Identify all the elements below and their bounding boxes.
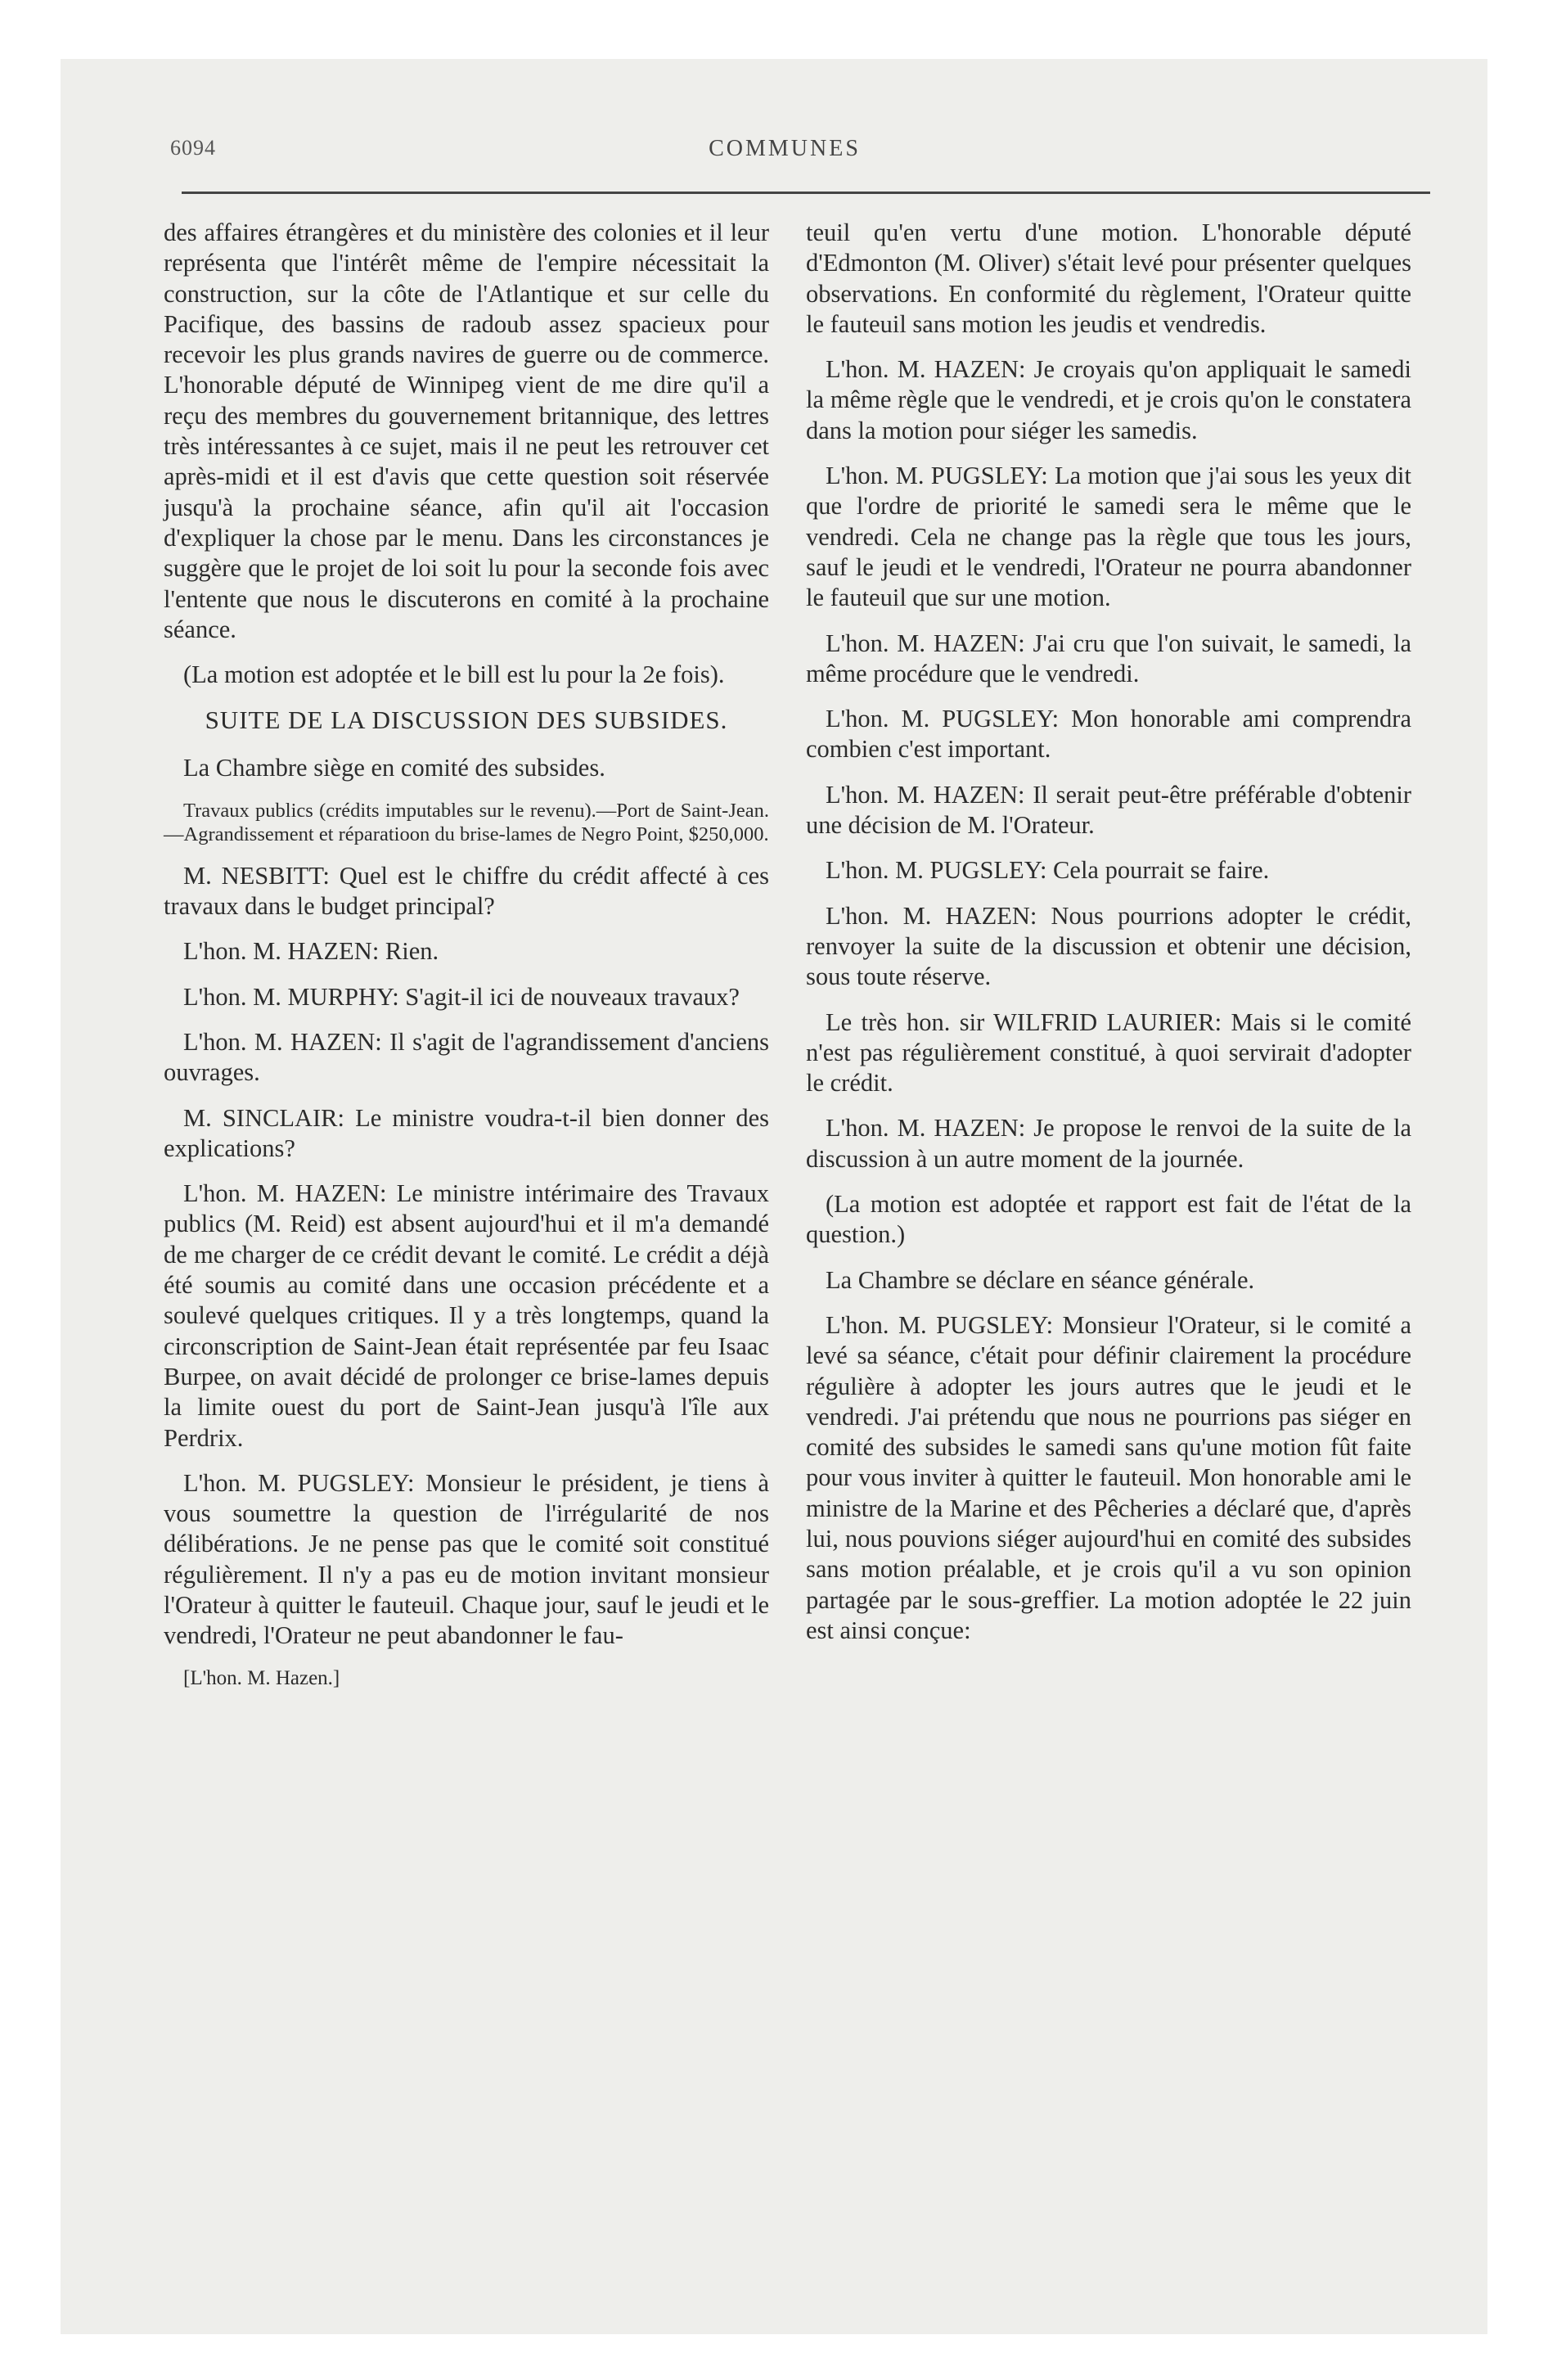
paragraph: L'hon. M. PUGSLEY: Monsieur le président, je tiens à vous soumettre la question de l'irrégularité de nos délibérations. Je ne pense pas que le comité soit constitué régulièrement. Il n'y a pas eu de motion invitant monsieur l'Orateur à quitter le fauteuil. Chaque jour, sauf le jeudi et le vendredi, l'Orateur ne peut abandonner le fau- bbox=[164, 1468, 769, 1650]
paragraph: (La motion est adoptée et le bill est lu pour la 2e fois). bbox=[183, 660, 725, 689]
paragraph: L'hon. M. HAZEN: Le ministre intérimaire des Travaux publics (M. Reid) est absent aujourd'hui et il m'a demandé de me charger de ce crédit devant le comité. Le crédit a déjà été soumis au comité dans une occasion précédente et a soulevé quelques critiques. Il y a très longtemps, quand la circonscription de Saint-Jean était représentée par feu Isaac Burpee, on avait décidé de prolonger ce brise-lames depuis la limite ouest du port de Saint-Jean jusqu'à l'île aux Perdrix. bbox=[164, 1179, 769, 1452]
paragraph: L'hon. M. HAZEN: Il s'agit de l'agrandissement d'anciens ouvrages. bbox=[164, 1027, 769, 1087]
paragraph: L'hon. M. MURPHY: S'agit-il ici de nouveaux travaux? bbox=[183, 982, 740, 1011]
paragraph: L'hon. M. HAZEN: Rien. bbox=[183, 937, 439, 966]
paragraph: La Chambre se déclare en séance générale. bbox=[826, 1265, 1255, 1294]
paragraph: L'hon. M. PUGSLEY: Monsieur l'Orateur, si le comité a levé sa séance, c'était pour définir clairement la procédure régulière à adopter les jours autres que le jeudi et le vendredi. J'ai prétendu que nous ne pourrions pas siéger en comité des subsides le samedi sans qu'une motion fût faite pour vous inviter à quitter le fauteuil. Mon honorable ami le ministre de la Marine et des Pêcheries a déclaré que, d'après lui, nous pouvions siéger aujourd'hui en comité des subsides sans motion préalable, et je crois qu'il a vu son opinion partagée par le sous-greffier. La motion adoptée le 22 juin est ainsi conçue: bbox=[806, 1310, 1411, 1644]
right-column bbox=[806, 218, 1411, 1661]
header-rule bbox=[182, 192, 1430, 194]
paragraph: teuil qu'en vertu d'une motion. L'honorable député d'Edmonton (M. Oliver) s'était levé pour présenter quelques observations. En conformité du règlement, l'Orateur quitte le fauteuil sans motion les jeudis et vendredis. bbox=[806, 219, 1411, 338]
running-title: COMMUNES bbox=[709, 136, 861, 161]
left-column bbox=[164, 218, 769, 1691]
paragraph: L'hon. M. HAZEN: Je propose le renvoi de la suite de la discussion à un autre moment de la journée. bbox=[806, 1114, 1411, 1173]
paragraph: La Chambre siège en comité des subsides. bbox=[183, 754, 605, 782]
paragraph: M. SINCLAIR: Le ministre voudra-t-il bien donner des explications? bbox=[164, 1103, 769, 1162]
paragraph: L'hon. M. PUGSLEY: Cela pourrait se faire. bbox=[826, 856, 1270, 885]
section-heading: SUITE DE LA DISCUSSION DES SUBSIDES. bbox=[205, 705, 728, 735]
paragraph: M. NESBITT: Quel est le chiffre du crédit affecté à ces travaux dans le budget principal? bbox=[164, 861, 769, 921]
speaker-footer: [L'hon. M. Hazen.] bbox=[183, 1666, 340, 1689]
paragraph: L'hon. M. HAZEN: Nous pourrions adopter le crédit, renvoyer la suite de la discussion et obtenir une décision, sous toute réserve. bbox=[806, 901, 1411, 991]
paragraph: L'hon. M. HAZEN: J'ai cru que l'on suivait, le samedi, la même procédure que le vendredi. bbox=[806, 629, 1411, 687]
paragraph: L'hon. M. HAZEN: Il serait peut-être préférable d'obtenir une décision de M. l'Orateur. bbox=[806, 780, 1411, 840]
paragraph: L'hon. M. PUGSLEY: La motion que j'ai sous les yeux dit que l'ordre de priorité le samedi sera le même que le vendredi. Cela ne change pas la règle que tous les jours, sauf le jeudi et le vendredi, l'Orateur ne pourra abandonner le fauteuil que sur une motion. bbox=[806, 462, 1411, 612]
page-header bbox=[160, 136, 1409, 169]
paragraph: Le très hon. sir WILFRID LAURIER: Mais si le comité n'est pas régulièrement constitué, à quoi servirait d'adopter le crédit. bbox=[806, 1007, 1411, 1098]
paragraph: L'hon. M. HAZEN: Je croyais qu'on appliquait le samedi la même règle que le vendredi, et je crois qu'on le constatera dans la motion pour siéger les samedis. bbox=[806, 355, 1411, 444]
paragraph: (La motion est adoptée et rapport est fait de l'état de la question.) bbox=[806, 1190, 1411, 1249]
paragraph: L'hon. M. PUGSLEY: Mon honorable ami comprendra combien c'est important. bbox=[806, 705, 1411, 764]
page-number: 6094 bbox=[170, 136, 216, 160]
vote-item: Travaux publics (crédits imputables sur le revenu).—Port de Saint-Jean.—Agrandissement et réparatioon du brise-lames de Negro Point, $250,000. bbox=[164, 799, 769, 845]
paragraph: des affaires étrangères et du ministère des colonies et il leur représenta que l'intérêt même de l'empire nécessitait la construction, sur la côte de l'Atlantique et sur celle du Pacifique, des bassins de radoub assez spacieux pour recevoir les plus grands navires de guerre ou de commerce. L'honorable député de Winnipeg vient de me dire qu'il a reçu des membres du gouvernement britannique, des lettres très intéressantes à ce sujet, mais il ne peut les retrouver cet après-midi et il est d'avis que cette question soit réservée jusqu'à la prochaine séance, afin qu'il ait l'occasion d'expliquer la chose par le menu. Dans les circonstances je suggère que le projet de loi soit lu pour la seconde fois avec l'entente que nous le discuterons en comité à la prochaine séance. bbox=[164, 219, 769, 643]
